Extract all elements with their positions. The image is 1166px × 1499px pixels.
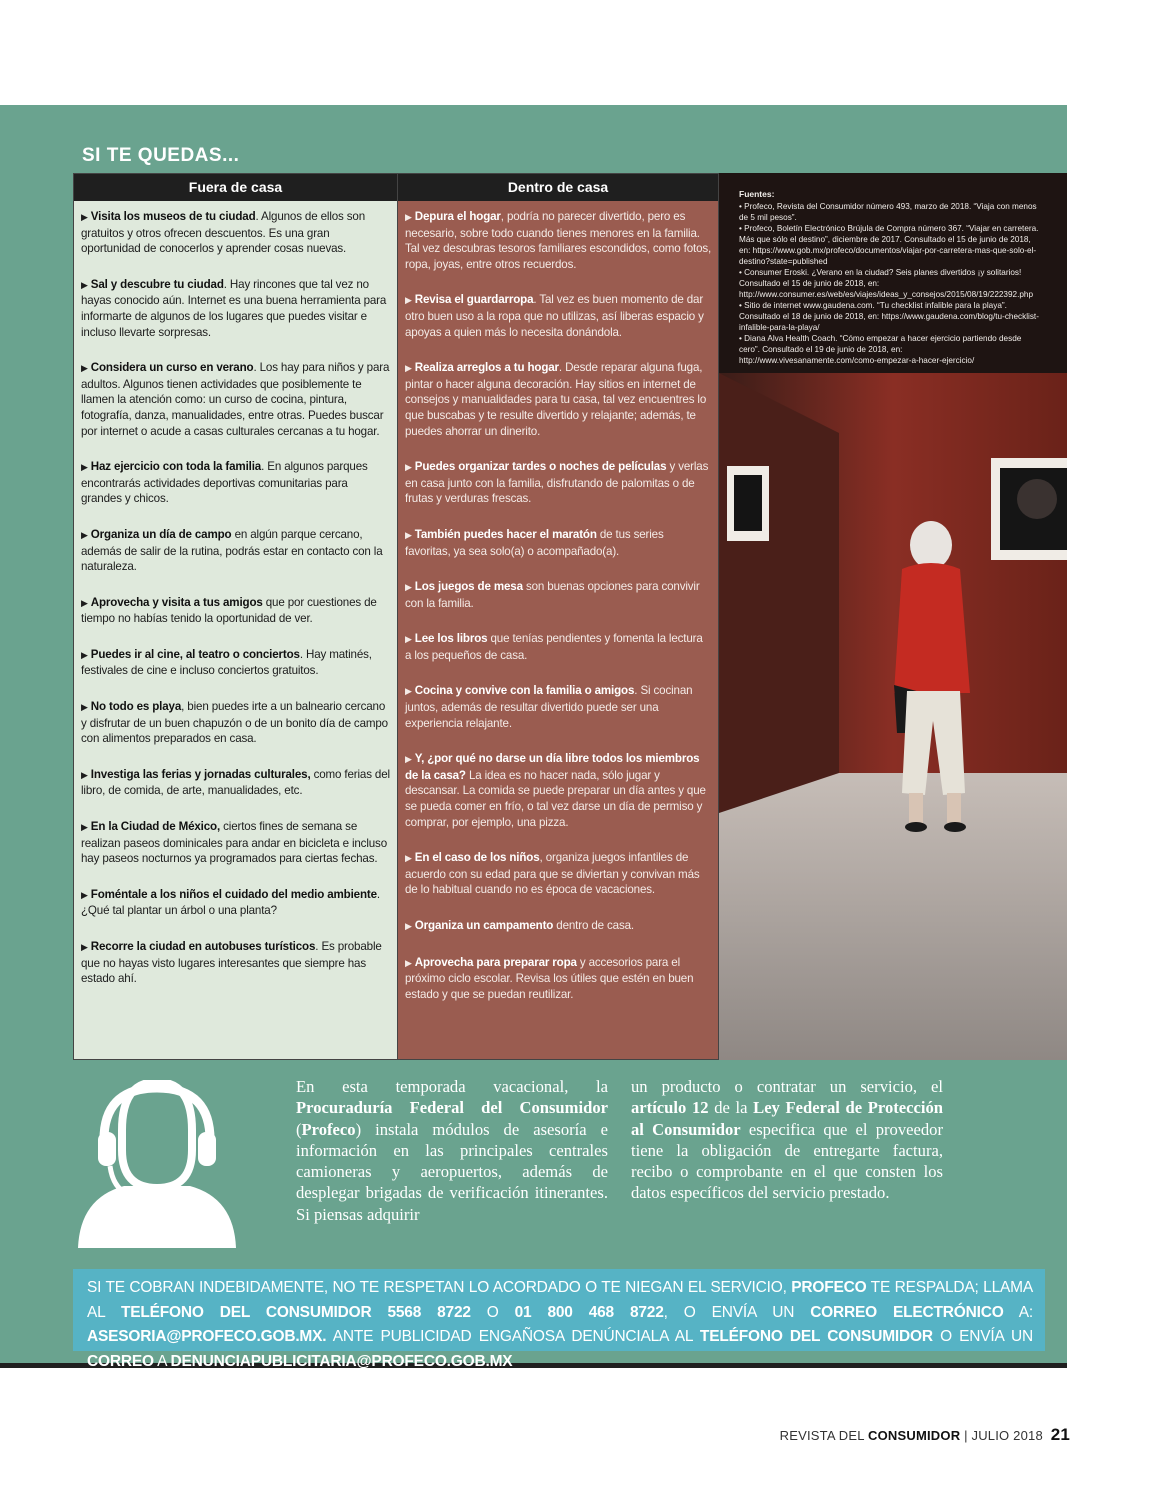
item-text: que por cuestiones de tiempo no habías tenido la oportunidad de ver. (81, 595, 377, 626)
list-item (405, 918, 712, 935)
list-item (405, 955, 712, 1003)
emphasis-text: Profeco (301, 1119, 356, 1139)
item-text: . En algunos parques encontrarás actividades deportivas comunitarias para grandes y chicos. (81, 460, 368, 506)
footer-prefix: REVISTA DEL (779, 1428, 869, 1443)
body-text: , O ENVÍA UN (663, 1303, 811, 1321)
emphasis-text: CORREO (87, 1352, 154, 1370)
item-text: como ferias del libro, de comida, de arte, manualidades, etc. (81, 767, 390, 798)
item-title: Organiza un día de campo (90, 527, 232, 541)
triangle-bullet-icon: ▶ (81, 649, 88, 660)
item-title: Puedes ir al cine, al teatro o conciertos (90, 647, 300, 661)
item-title: Lee los libros (414, 632, 488, 646)
emphasis-text: Ley Federal de Protección al Consumidor (631, 1098, 943, 1139)
item-title: Aprovecha y visita a tus amigos (90, 595, 263, 609)
triangle-bullet-icon: ▶ (405, 754, 412, 765)
list-item (81, 939, 391, 987)
triangle-bullet-icon: ▶ (81, 363, 88, 374)
item-text: . Hay matinés, festivales de cine e incluso conciertos gratuitos. (81, 647, 372, 678)
item-title: Foméntale a los niños el cuidado del medio ambiente (90, 887, 377, 901)
triangle-bullet-icon: ▶ (405, 212, 412, 222)
item-title: Aprovecha para preparar ropa (414, 955, 577, 969)
item-text: . Algunos de ellos son gratuitos y otros ofrecen descuentos. Es una gran oportunidad de conocerlos y aprender cosas nuevas. (81, 210, 366, 256)
list-item (405, 459, 712, 507)
triangle-bullet-icon: ▶ (405, 582, 412, 593)
triangle-bullet-icon: ▶ (81, 942, 88, 952)
item-title: También puedes hacer el maratón (414, 527, 597, 541)
list-item (81, 819, 391, 867)
list-item (81, 887, 391, 919)
emphasis-text: ASESORIA@PROFECO.GOB.MX. (87, 1328, 327, 1346)
triangle-bullet-icon: ▶ (81, 279, 88, 290)
item-title: Puedes organizar tardes o noches de películas (414, 460, 667, 474)
list-item (81, 595, 391, 627)
body-text: SI TE COBRAN INDEBIDAMENTE, NO TE RESPETAN LO ACORDADO O TE NIEGAN EL SERVICIO, (87, 1279, 792, 1296)
item-title: En el caso de los niños (414, 851, 540, 865)
item-title: No todo es playa (90, 700, 182, 714)
item-text: . ¿Qué tal plantar un árbol o una planta? (81, 887, 380, 918)
item-text: son buenas opciones para convivir con la familia. (405, 580, 700, 610)
source-entry: • Profeco, Revista del Consumidor número 493, marzo de 2018. “Viaja con menos de 5 mil pesos”. (739, 202, 1037, 222)
list-item (81, 459, 391, 507)
emphasis-text: PROFECO (791, 1279, 867, 1296)
emphasis-text: TELÉFONO DEL CONSUMIDOR 5568 8722 (120, 1303, 471, 1321)
list-item (81, 699, 391, 747)
page-number: 21 (1050, 1425, 1070, 1444)
list-item (405, 292, 712, 340)
sources-title: Fuentes: (739, 189, 775, 199)
body-text: En esta temporada vacacional, la (296, 1077, 608, 1096)
body-text: A: (1003, 1303, 1033, 1321)
triangle-bullet-icon: ▶ (405, 853, 412, 864)
item-text: , bien puedes irte a un balneario cercano y disfrutar de un buen chapuzón o de un bonito día de campo con alimentos preparados en casa. (81, 700, 388, 746)
item-text: , organiza juegos infantiles de acuerdo con su edad para que se diviertan y convivan más de lo habitual cuando no es época de vacaciones. (405, 851, 700, 897)
item-text: y verlas en casa junto con la familia, disfrutando de palomitas o de frutas y verduras frescas. (405, 460, 709, 506)
item-title: Investiga las ferias y jornadas culturales, (90, 767, 311, 781)
item-title: En la Ciudad de México, (90, 820, 221, 834)
inside-home-list (398, 201, 718, 1002)
headset-agent-icon (72, 1080, 242, 1248)
info-text-column-1 (296, 1076, 608, 1225)
body-text: ANTE PUBLICIDAD ENGAÑOSA DENÚNCIALA AL (326, 1328, 700, 1346)
item-text: . Desde reparar alguna fuga, pintar o hacer alguna decoración. Hay sitios en internet de consejos y manualidades para tu casa, tal vez encuentres lo que buscabas y te resulte divertido y relajante; además, te puedes ahorrar un dinerito. (405, 361, 707, 438)
triangle-bullet-icon: ▶ (81, 702, 88, 713)
triangle-bullet-icon: ▶ (405, 634, 412, 645)
emphasis-text: 01 800 468 8722 (514, 1303, 664, 1321)
item-text: , podría no parecer divertido, pero es necesario, sobre todo cuando tienes menores en la familia. Tal vez descubras tesoros familiares escondidos, como fotos, ropa, joyas, entre otros recuerdos. (405, 210, 712, 271)
body-text: O (470, 1303, 515, 1321)
outside-home-column (73, 173, 397, 1060)
outside-home-header: Fuera de casa (74, 174, 397, 201)
list-item (81, 209, 391, 257)
item-title: Y, ¿por qué no darse un día libre todos los miembros de la casa? (405, 752, 700, 782)
triangle-bullet-icon: ▶ (81, 889, 88, 900)
triangle-bullet-icon: ▶ (405, 529, 412, 540)
footer-brand: CONSUMIDOR (868, 1428, 961, 1443)
triangle-bullet-icon: ▶ (81, 597, 88, 608)
triangle-bullet-icon: ▶ (81, 462, 88, 473)
item-title: Cocina y convive con la familia o amigos (414, 684, 635, 698)
list-item (81, 360, 391, 439)
item-title: Considera un curso en verano (90, 361, 254, 375)
item-text: . Los hay para niños y para adultos. Algunos tienen actividades que posiblemente te llamen la atención como: un curso de cocina, pintura, fotografía, danza, manualidades, entre otras. Puedes buscar por internet o acude a casas culturales cercanas a tu hogar. (81, 361, 390, 438)
item-title: Realiza arreglos a tu hogar (414, 361, 559, 375)
list-item (405, 683, 712, 731)
sources-block (739, 189, 1039, 366)
item-text: . Si cocinan juntos, además de resultar divertido puede ser una experiencia relajante. (405, 684, 693, 730)
item-text: ciertos fines de semana se realizan paseos dominicales para andar en bicicleta e incluso hay paseos nocturnos ya programados para ciertas fechas. (81, 820, 387, 866)
body-text: un producto o contratar un servicio, el (631, 1077, 943, 1096)
triangle-bullet-icon: ▶ (81, 529, 88, 540)
item-title: Depura el hogar (414, 210, 501, 223)
item-title: Los juegos de mesa (414, 580, 523, 594)
emphasis-text: TELÉFONO DEL CONSUMIDOR (699, 1328, 933, 1346)
body-text: TE RESPALDA; LLAMA AL (87, 1279, 1033, 1321)
item-text: La idea es no hacer nada, sólo jugar y descansar. La comida se puede preparar un día antes y que se pueda comer en frío, o tal vez darse un día de permiso y comprar, por ejemplo, una pizza. (405, 768, 706, 829)
triangle-bullet-icon: ▶ (81, 212, 88, 222)
body-text: O ENVÍA UN (932, 1328, 1033, 1346)
list-item (405, 751, 712, 830)
item-title: Visita los museos de tu ciudad (90, 210, 256, 223)
emphasis-text: Procuraduría Federal del Consumidor (296, 1098, 608, 1118)
body-text: especifica que el proveedor tiene la obligación de entregarte factura, recibo o comprobante en el que consten los datos específicos del servicio prestado. (631, 1119, 943, 1203)
list-item (405, 527, 712, 559)
triangle-bullet-icon: ▶ (405, 957, 412, 968)
item-text: en algún parque cercano, además de salir de la rutina, podrás estar en contacto con la naturaleza. (81, 527, 383, 574)
item-title: Organiza un campamento (414, 919, 554, 932)
source-entry: • Consumer Eroski. ¿Verano en la ciudad? Seis planes divertidos ¡y solitarios! Consultado el 15 de junio de 2018, en: http://www.consumer.es/web/es/viajes/ideas_y_consejos/2015/08/19/222392.php (739, 268, 1034, 299)
source-entry: • Sitio de internet www.gaudena.com. “Tu checklist infalible para la playa”. Consultado el 18 de junio de 2018, en: https://www.gaudena.com/blog/tu-checklist-infalible-para-la-playa/ (739, 301, 1039, 332)
list-item (81, 767, 391, 799)
item-text: . Hay rincones que tal vez no hayas conocido aún. Internet es una buena herramienta para informarte de algunos de los lugares que puedes visitar e incluso llevarte sorpresas. (81, 277, 387, 339)
triangle-bullet-icon: ▶ (405, 686, 412, 697)
item-text: dentro de casa. (553, 919, 634, 932)
item-text: y accesorios para el próximo ciclo escolar. Revisa los útiles que estén en buen estado y que se puedan reutilizar. (405, 955, 694, 1001)
info-text-column-2 (631, 1076, 943, 1204)
item-title: Haz ejercicio con toda la familia (90, 460, 262, 474)
item-title: Revisa el guardarropa (414, 293, 534, 307)
sources-list (739, 201, 1039, 366)
source-entry: • Diana Alva Health Coach. “Cómo empezar a hacer ejercicio partiendo desde cero”. Consultado el 19 de junio de 2018, en: http://www.vivesanamente.com/como-empezar-a-hacer-ejercicio/ (739, 334, 1022, 365)
item-text: de tus series favoritas, ya sea solo(a) o acompañado(a). (405, 527, 664, 558)
inside-home-column (397, 173, 719, 1060)
inside-home-header: Dentro de casa (398, 174, 718, 201)
contact-alert-box (73, 1269, 1045, 1370)
emphasis-text: artículo 12 (631, 1098, 709, 1118)
body-text: A (153, 1352, 171, 1370)
item-text: . Tal vez es buen momento de dar otro buen uso a la ropa que no utilizas, así liberas espacio y apoyas a quien más lo necesita donándola. (405, 293, 704, 339)
triangle-bullet-icon: ▶ (405, 363, 412, 374)
list-item (81, 647, 391, 679)
list-item (405, 579, 712, 611)
list-item (81, 527, 391, 575)
page-footer (780, 1425, 1070, 1445)
triangle-bullet-icon: ▶ (405, 295, 412, 306)
list-item (405, 360, 712, 439)
list-item (405, 209, 712, 272)
triangle-bullet-icon: ▶ (405, 462, 412, 473)
triangle-bullet-icon: ▶ (405, 921, 412, 931)
triangle-bullet-icon: ▶ (81, 822, 88, 833)
source-entry: • Profeco, Boletín Electrónico Brújula de Compra número 367. “Viajar en carretera. Más que sólo el destino”, diciembre de 2017. Consultado el 15 de junio de 2018, en: https://www.gob.mx/profeco/documentos/viajar-por-carretera-mas-que-solo-el-destino?state=published (739, 224, 1039, 266)
list-item (81, 277, 391, 340)
item-title: Recorre la ciudad en autobuses turísticos (90, 940, 316, 953)
footer-issue: | JULIO 2018 (960, 1428, 1047, 1443)
body-text: ( (296, 1119, 302, 1139)
body-text: ) instala módulos de asesoría e información en las principales centrales camioneras y aeropuertos, además de desplegar brigadas de verificación itinerantes. Si piensas adquirir (296, 1119, 608, 1224)
item-text: . Es probable que no hayas visto lugares interesantes que siempre has estado ahí. (81, 940, 382, 986)
item-text: que tenías pendientes y fomenta la lectura a los pequeños de casa. (405, 632, 703, 662)
list-item (405, 631, 712, 663)
section-title: SI TE QUEDAS... (82, 145, 240, 166)
emphasis-text: CORREO ELECTRÓNICO (810, 1303, 1004, 1321)
emphasis-text: DENUNCIAPUBLICITARIA@PROFECO.GOB.MX (170, 1352, 513, 1370)
triangle-bullet-icon: ▶ (81, 769, 88, 780)
item-title: Sal y descubre tu ciudad (90, 277, 224, 291)
body-text: de la (708, 1098, 754, 1118)
museum-photo (719, 173, 1067, 1060)
list-item (405, 850, 712, 898)
outside-home-list (74, 201, 397, 987)
